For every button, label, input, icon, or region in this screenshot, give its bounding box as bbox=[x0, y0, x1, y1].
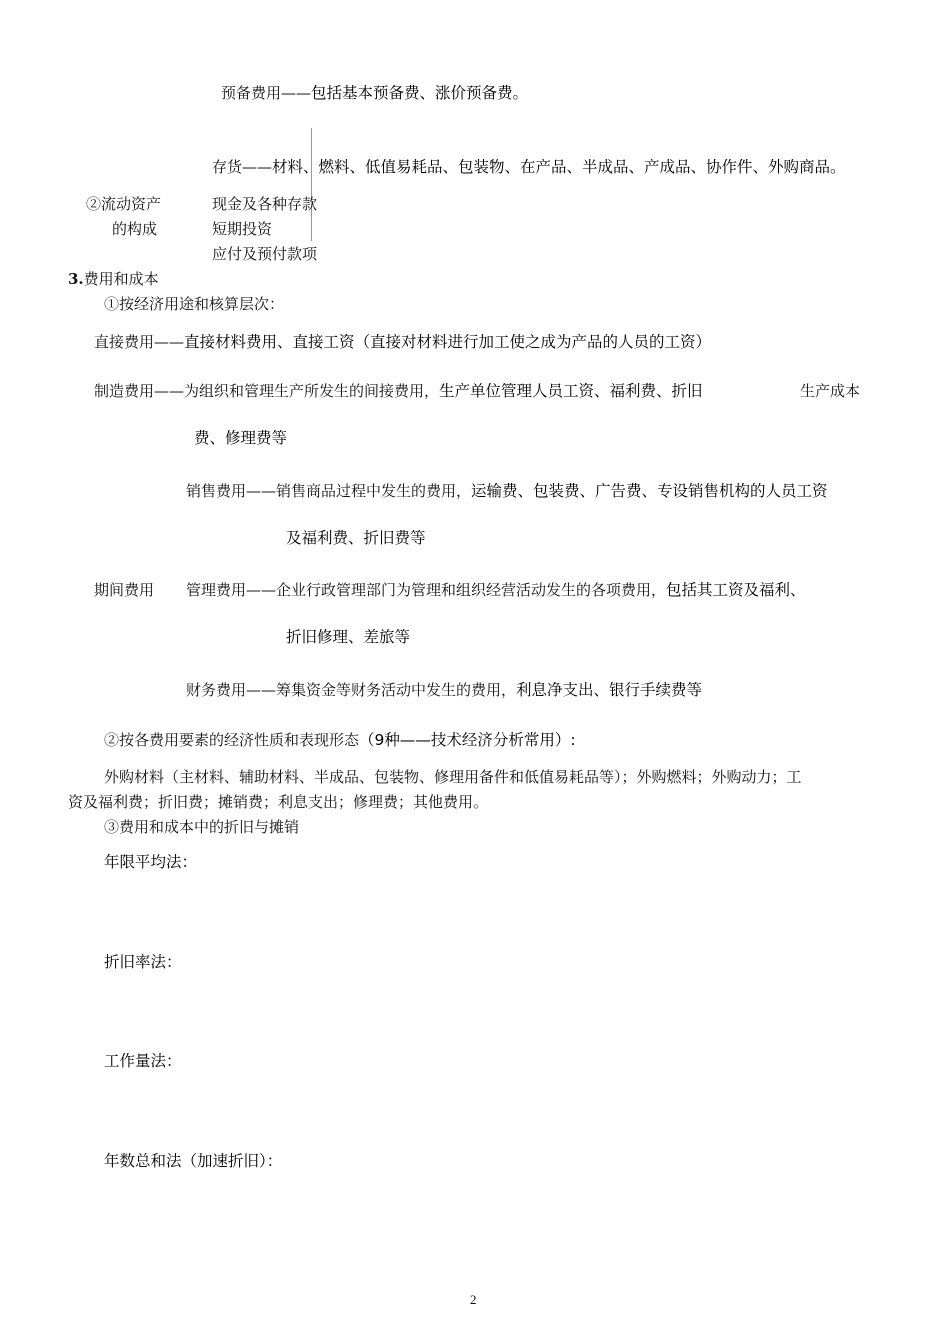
production-cost-label: 生产成本 bbox=[800, 382, 861, 400]
current-assets-bracket bbox=[311, 128, 312, 241]
direct-cost-line bbox=[94, 335, 711, 351]
section-heading bbox=[68, 272, 159, 287]
reserve-line bbox=[221, 86, 528, 102]
inventory-line bbox=[212, 160, 846, 176]
finance-cost-line bbox=[186, 683, 702, 699]
mfg-cost-line bbox=[94, 384, 703, 400]
mfg-cost-detail: 生产单位管理人员工资、福利费、折旧 bbox=[439, 382, 703, 400]
admin-cost-lead: 管理费用——企业行政管理部门为管理和组织经营活动发生的各项费用， bbox=[186, 581, 667, 599]
period-cost-label: 期间费用 bbox=[94, 581, 155, 599]
by-element-heading bbox=[104, 733, 576, 749]
section-number: 3. bbox=[68, 270, 84, 288]
method-sum-of-years: 年数总和法（加速折旧）： bbox=[104, 1152, 283, 1170]
admin-cost-detail: 包括其工资及福利、 bbox=[666, 581, 806, 599]
method-straight-line: 年限平均法： bbox=[104, 853, 198, 871]
direct-cost-detail: 直接材料费用、直接工资（直接对材料进行加工使之成为产品的人员的工资） bbox=[184, 333, 712, 351]
sales-cost-detail: 运输费、包装费、广告费、专设销售机构的人员工资 bbox=[471, 482, 828, 500]
finance-cost-detail: 利息净支出、银行手续费等 bbox=[516, 681, 703, 699]
finance-cost-lead: 财务费用——筹集资金等财务活动中发生的费用， bbox=[186, 681, 517, 699]
sales-cost-line bbox=[186, 484, 828, 500]
page-number: 2 bbox=[470, 1292, 477, 1307]
mfg-cost-lead: 制造费用——为组织和管理生产所发生的间接费用， bbox=[94, 382, 440, 400]
section-title: 费用和成本 bbox=[83, 270, 159, 288]
by-use-heading: ①按经济用途和核算层次： bbox=[104, 295, 285, 313]
cost-element-list-cont: 资及福利费；折旧费；摊销费；利息支出；修理费；其他费用。 bbox=[68, 793, 489, 811]
current-assets-label-2: 的构成 bbox=[112, 220, 158, 238]
method-rate: 折旧率法： bbox=[104, 953, 182, 971]
by-element-lead: ②按各费用要素的经济性质和表现形态 bbox=[104, 731, 360, 749]
depreciation-heading: ③费用和成本中的折旧与摊销 bbox=[104, 818, 300, 836]
short-invest-item: 短期投资 bbox=[212, 220, 273, 238]
reserve-lead: 预备费用—— bbox=[221, 84, 312, 102]
direct-cost-lead: 直接费用—— bbox=[94, 333, 185, 351]
current-assets-label: ②流动资产 bbox=[86, 195, 162, 213]
cost-element-list: 外购材料（主材料、辅助材料、半成品、包装物、修理用备件和低值易耗品等）；外购燃料；外购动力；工 bbox=[104, 768, 802, 786]
cash-item: 现金及各种存款 bbox=[212, 195, 318, 213]
inventory-lead: 存货—— bbox=[212, 158, 273, 176]
method-units-of-production: 工作量法： bbox=[104, 1052, 182, 1070]
admin-cost-line bbox=[186, 583, 806, 599]
mfg-cost-detail-cont: 费、修理费等 bbox=[194, 429, 288, 447]
receivables-item: 应付及预付款项 bbox=[212, 245, 318, 263]
reserve-detail: 包括基本预备费、涨价预备费。 bbox=[311, 84, 529, 102]
sales-cost-detail-cont: 及福利费、折旧费等 bbox=[286, 529, 426, 547]
admin-cost-detail-cont: 折旧修理、差旅等 bbox=[286, 628, 411, 646]
inventory-detail: 材料、燃料、低值易耗品、包装物、在产品、半成品、产成品、协作件、外购商品。 bbox=[272, 158, 846, 176]
sales-cost-lead: 销售费用——销售商品过程中发生的费用， bbox=[186, 482, 472, 500]
by-element-detail: （9种——技术经济分析常用）: bbox=[359, 731, 576, 749]
